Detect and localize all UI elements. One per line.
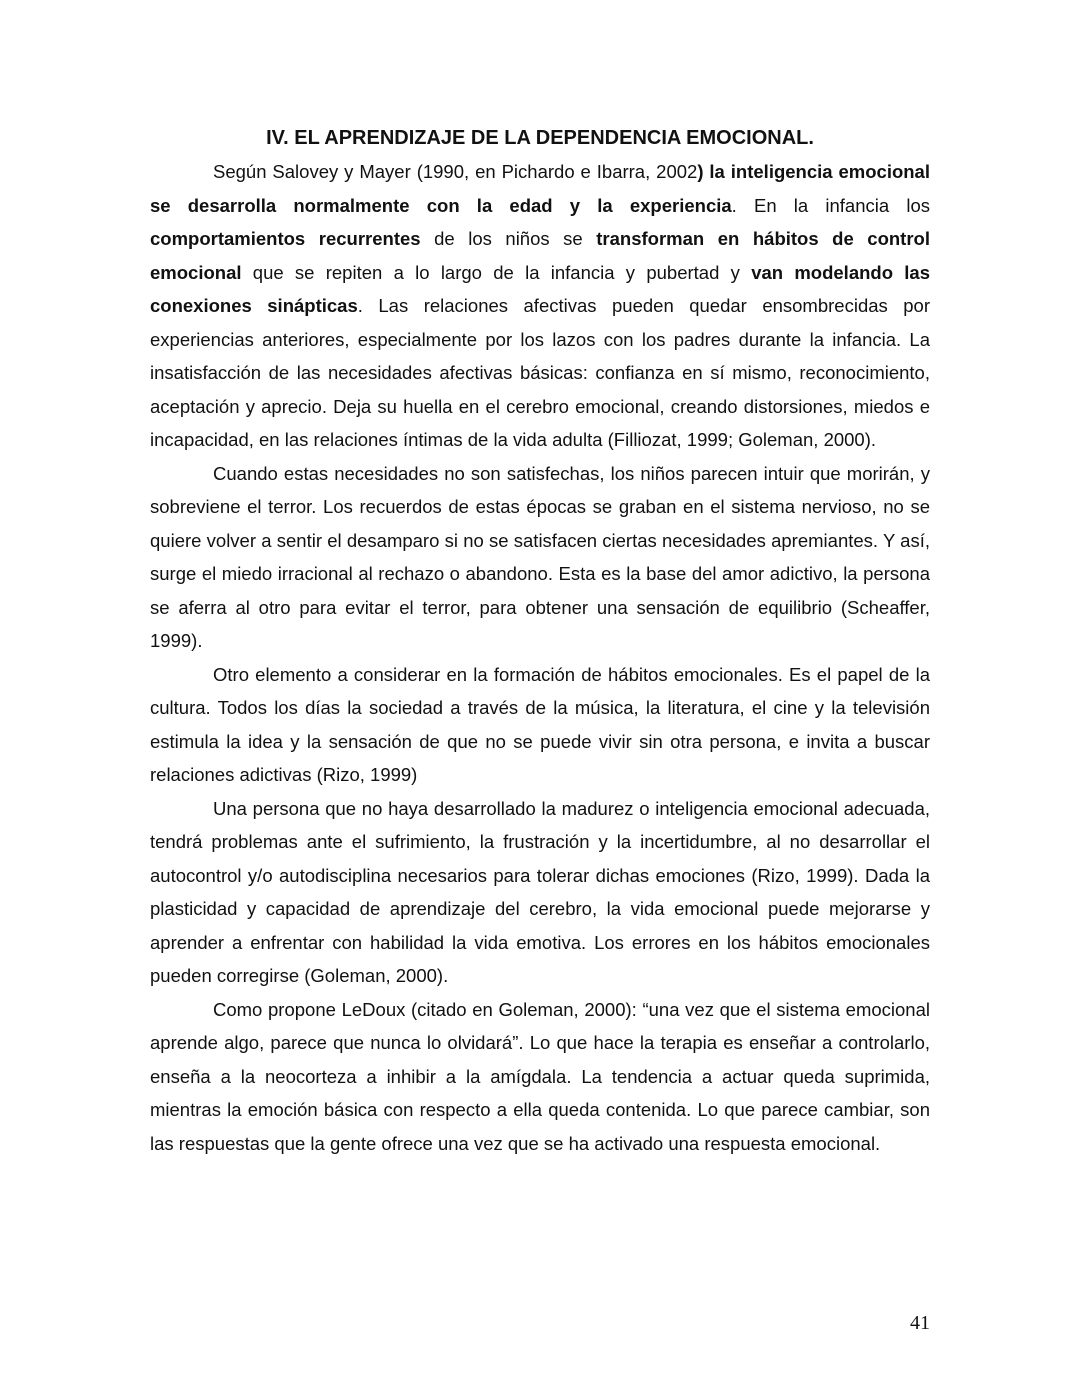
text-run: . Las relaciones afectivas pueden quedar ensombrecidas por experiencias anteriores, especialmente por los lazos con los padres durante la infancia. La insatisfacción de las necesidades afectivas básicas: confianza en sí mismo, reconocimiento, aceptación y aprecio. Deja su huella en el cerebro emocional, creando distorsiones, miedos e incapacidad, en las relaciones íntimas de la vida adulta (Filliozat, 1999; Goleman, 2000).	[150, 295, 930, 450]
bold-text-run: ) la inteligencia emocional se desarrolla normalmente con la edad y la experiencia	[150, 161, 930, 216]
paragraph	[150, 457, 930, 658]
paragraph	[150, 658, 930, 792]
text-run: Cuando estas necesidades no son satisfechas, los niños parecen intuir que morirán, y sobreviene el terror. Los recuerdos de estas épocas se graban en el sistema nervioso, no se quiere volver a sentir el desamparo si no se satisfacen ciertas necesidades apremiantes. Y así, surge el miedo irracional al rechazo o abandono. Esta es la base del amor adictivo, la persona se aferra al otro para evitar el terror, para obtener una sensación de equilibrio (Scheaffer, 1999).	[150, 462, 930, 651]
bold-text-run: van modelando las conexiones sinápticas	[150, 261, 931, 316]
bold-text-run: comportamientos recurrentes	[150, 228, 421, 249]
paragraph	[150, 155, 930, 457]
text-run: Una persona que no haya desarrollado la madurez o inteligencia emocional adecuada, tendrá problemas ante el sufrimiento, la frustración y la incertidumbre, al no desarrollar el autocontrol y/o autodisciplina necesarios para tolerar dichas emociones (Rizo, 1999). Dada la plasticidad y capacidad de aprendizaje del cerebro, la vida emocional puede mejorarse y aprender a enfrentar con habilidad la vida emotiva. Los errores en los hábitos emocionales pueden corregirse (Goleman, 2000).	[150, 797, 930, 986]
text-run: Como propone LeDoux (citado en Goleman, 2000): “una vez que el sistema emocional aprende algo, parece que nunca lo olvidará”. Lo que hace la terapia es enseñar a controlarlo, enseña a la neocorteza a inhibir a la amígdala. La tendencia a actuar queda suprimida, mientras la emoción básica con respecto a ella queda contenida. Lo que parece cambiar, son las respuestas que la gente ofrece una vez que se ha activado una respuesta emocional.	[150, 998, 930, 1154]
page-number: 41	[910, 1312, 930, 1334]
section-title: IV. EL APRENDIZAJE DE LA DEPENDENCIA EMOCIONAL.	[266, 127, 814, 149]
text-run: . En la infancia los	[731, 194, 930, 216]
bold-text-run: transforman en hábitos de control emocional	[150, 228, 930, 283]
paragraph	[150, 792, 930, 993]
document-page	[150, 122, 930, 1160]
text-run: de los niños se	[420, 228, 597, 249]
body-text	[150, 155, 930, 1160]
text-run: Según Salovey y Mayer (1990, en Pichardo e Ibarra, 2002	[213, 161, 698, 182]
paragraph	[150, 993, 930, 1161]
text-run: Otro elemento a considerar en la formación de hábitos emocionales. Es el papel de la cultura. Todos los días la sociedad a través de la música, la literatura, el cine y la televisión estimula la idea y la sensación de que no se puede vivir sin otra persona, e invita a buscar relaciones adictivas (Rizo, 1999)	[150, 663, 930, 785]
text-run: que se repiten a lo largo de la infancia y pubertad y	[241, 261, 752, 283]
